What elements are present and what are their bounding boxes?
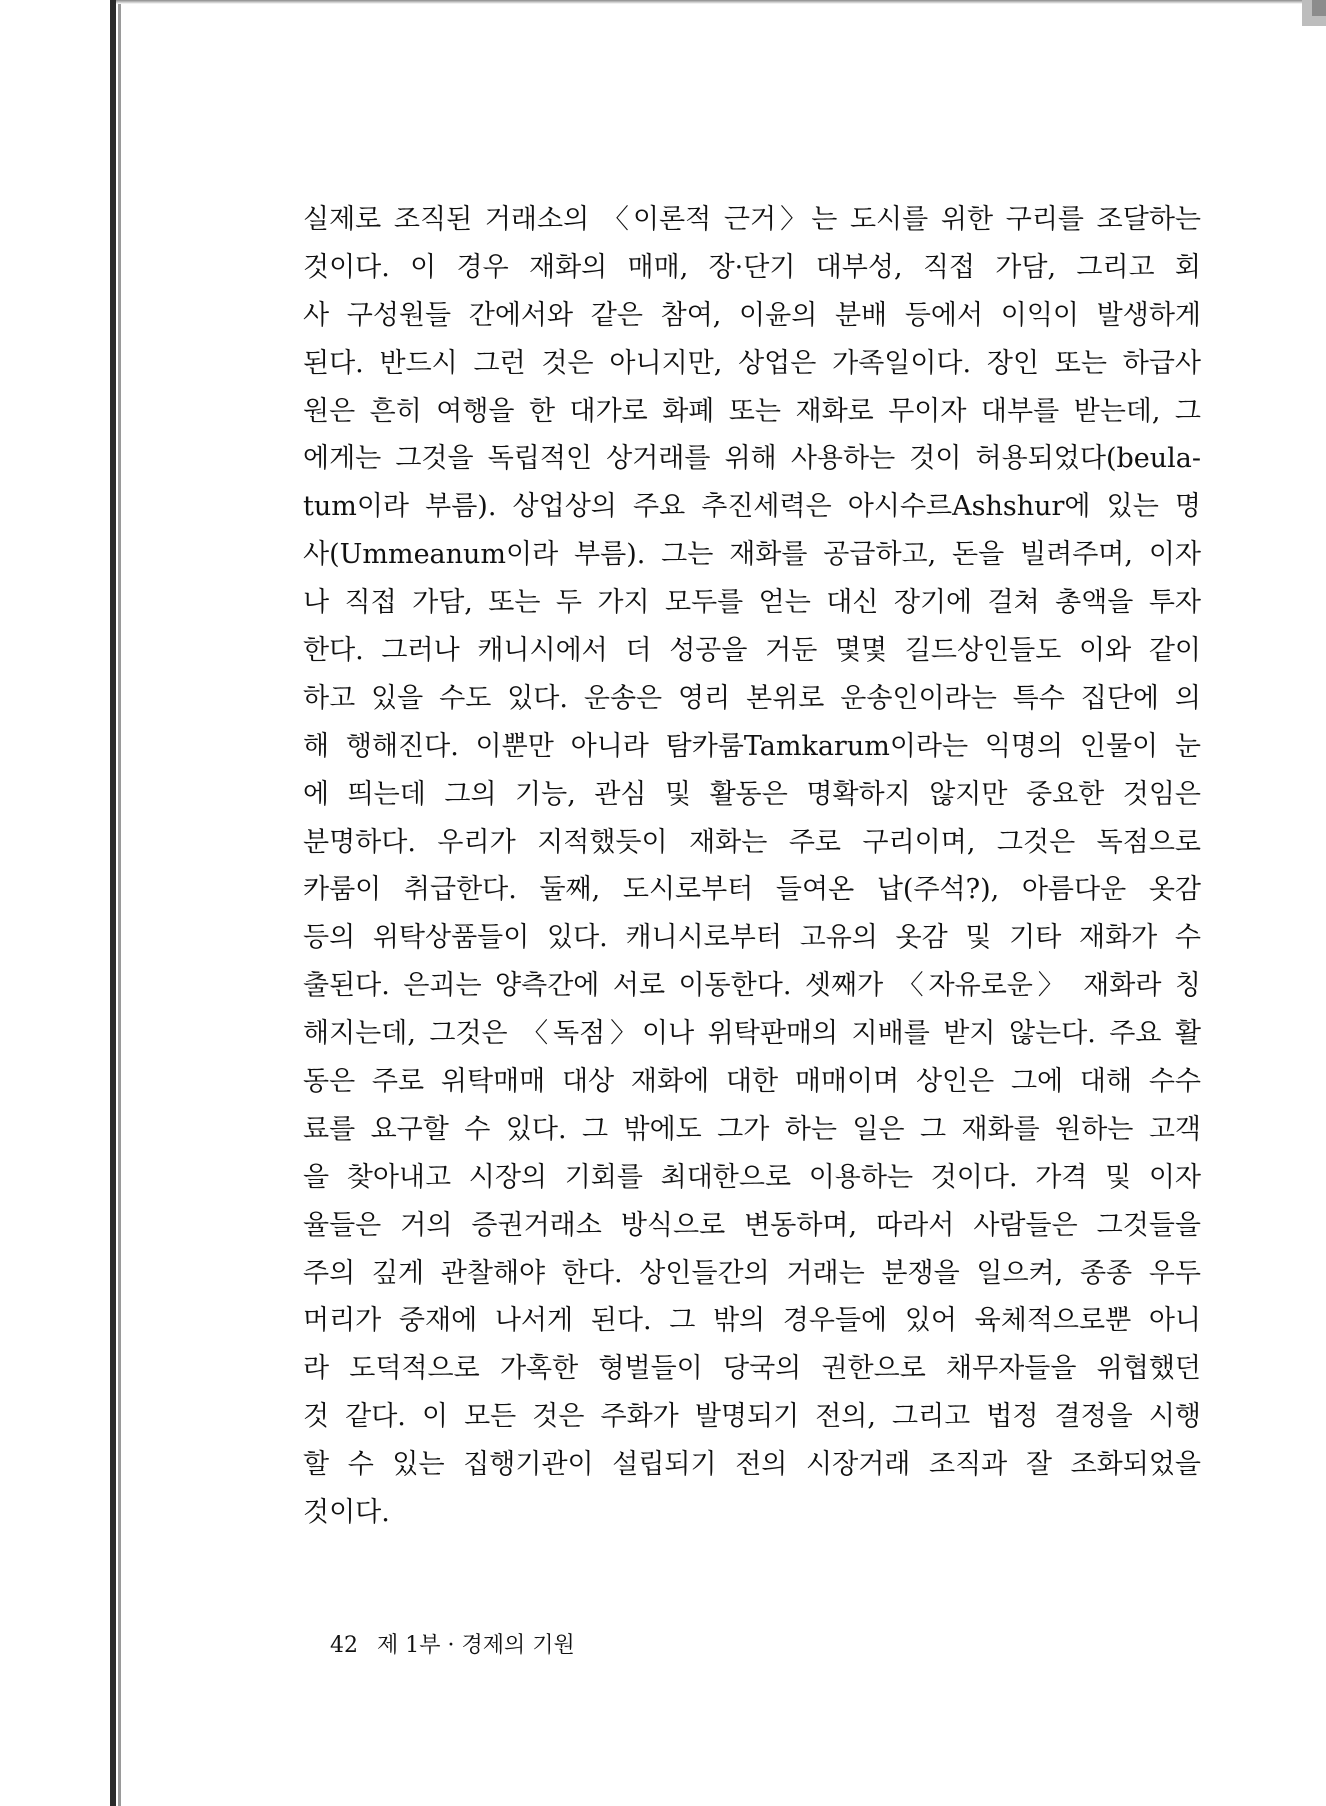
text-line: 원은 흔히 여행을 한 대가로 화폐 또는 재화로 무이자 대부를 받는데, 그 — [303, 395, 1201, 427]
top-edge-shadow — [116, 0, 1326, 4]
text-line: 료를 요구할 수 있다. 그 밖에도 그가 하는 일은 그 재화를 원하는 고객 — [303, 1113, 1201, 1145]
text-line: 것 같다. 이 모든 것은 주화가 발명되기 전의, 그리고 법정 결정을 시행 — [303, 1401, 1201, 1433]
text-line: 카룸이 취급한다. 둘째, 도시로부터 들여온 납(주석?), 아름다운 옷감 — [303, 874, 1201, 906]
text-line: 해지는데, 그것은 〈독점〉이나 위탁판매의 지배를 받지 않는다. 주요 활 — [303, 1018, 1201, 1050]
text-line: 라 도덕적으로 가혹한 형벌들이 당국의 권한으로 채무자들을 위협했던 — [303, 1353, 1201, 1385]
text-line: 율들은 거의 증권거래소 방식으로 변동하며, 따라서 사람들은 그것들을 — [303, 1209, 1201, 1241]
page-number: 42 — [330, 1633, 358, 1658]
page-corner-inner — [1312, 0, 1326, 16]
text-line: 출된다. 은괴는 양측간에 서로 이동한다. 셋째가 〈자유로운〉 재화라 칭 — [303, 970, 1201, 1002]
text-line: 머리가 중재에 나서게 된다. 그 밖의 경우들에 있어 육체적으로뿐 아니 — [303, 1305, 1201, 1337]
page-footer — [330, 1628, 575, 1659]
text-line: 사 구성원들 간에서와 같은 참여, 이윤의 분배 등에서 이익이 발생하게 — [303, 299, 1201, 331]
text-line: 에게는 그것을 독립적인 상거래를 위해 사용하는 것이 허용되었다(beula- — [303, 443, 1201, 475]
text-line: 사(Ummeanum이라 부름). 그는 재화를 공급하고, 돈을 빌려주며, 이자 — [303, 539, 1201, 571]
text-line: 나 직접 가담, 또는 두 가지 모두를 얻는 대신 장기에 걸쳐 총액을 투자 — [303, 587, 1201, 619]
text-line: 동은 주로 위탁매매 대상 재화에 대한 매매이며 상인은 그에 대해 수수 — [303, 1066, 1201, 1098]
running-title: 제 1부 · 경제의 기원 — [377, 1633, 575, 1658]
text-line: 등의 위탁상품들이 있다. 캐니시로부터 고유의 옷감 및 기타 재화가 수 — [303, 922, 1201, 954]
text-line: 실제로 조직된 거래소의 〈이론적 근거〉는 도시를 위한 구리를 조달하는 — [303, 204, 1201, 235]
book-edge-shadow — [110, 0, 116, 1806]
text-line-last: 것이다. — [303, 1497, 390, 1529]
text-line: 한다. 그러나 캐니시에서 더 성공을 거둔 몇몇 길드상인들도 이와 같이 — [303, 635, 1201, 667]
text-line: 하고 있을 수도 있다. 운송은 영리 본위로 운송인이라는 특수 집단에 의 — [303, 682, 1201, 714]
text-line: 해 행해진다. 이뿐만 아니라 탐카룸Tamkarum이라는 익명의 인물이 눈 — [303, 730, 1201, 762]
text-line: 할 수 있는 집행기관이 설립되기 전의 시장거래 조직과 잘 조화되었을 — [303, 1449, 1201, 1481]
text-line: 을 찾아내고 시장의 기회를 최대한으로 이용하는 것이다. 가격 및 이자 — [303, 1161, 1201, 1193]
text-line: tum이라 부름). 상업상의 주요 추진세력은 아시수르Ashshur에 있는 명 — [303, 491, 1201, 523]
body-paragraph — [303, 196, 1201, 1537]
text-line: 주의 깊게 관찰해야 한다. 상인들간의 거래는 분쟁을 일으켜, 종종 우두 — [303, 1257, 1201, 1289]
text-line: 된다. 반드시 그런 것은 아니지만, 상업은 가족일이다. 장인 또는 하급사 — [303, 347, 1201, 379]
text-line: 것이다. 이 경우 재화의 매매, 장·단기 대부성, 직접 가담, 그리고 회 — [303, 251, 1201, 283]
text-line: 분명하다. 우리가 지적했듯이 재화는 주로 구리이며, 그것은 독점으로 — [303, 826, 1201, 858]
text-line: 에 띄는데 그의 기능, 관심 및 활동은 명확하지 않지만 중요한 것임은 — [303, 778, 1201, 810]
